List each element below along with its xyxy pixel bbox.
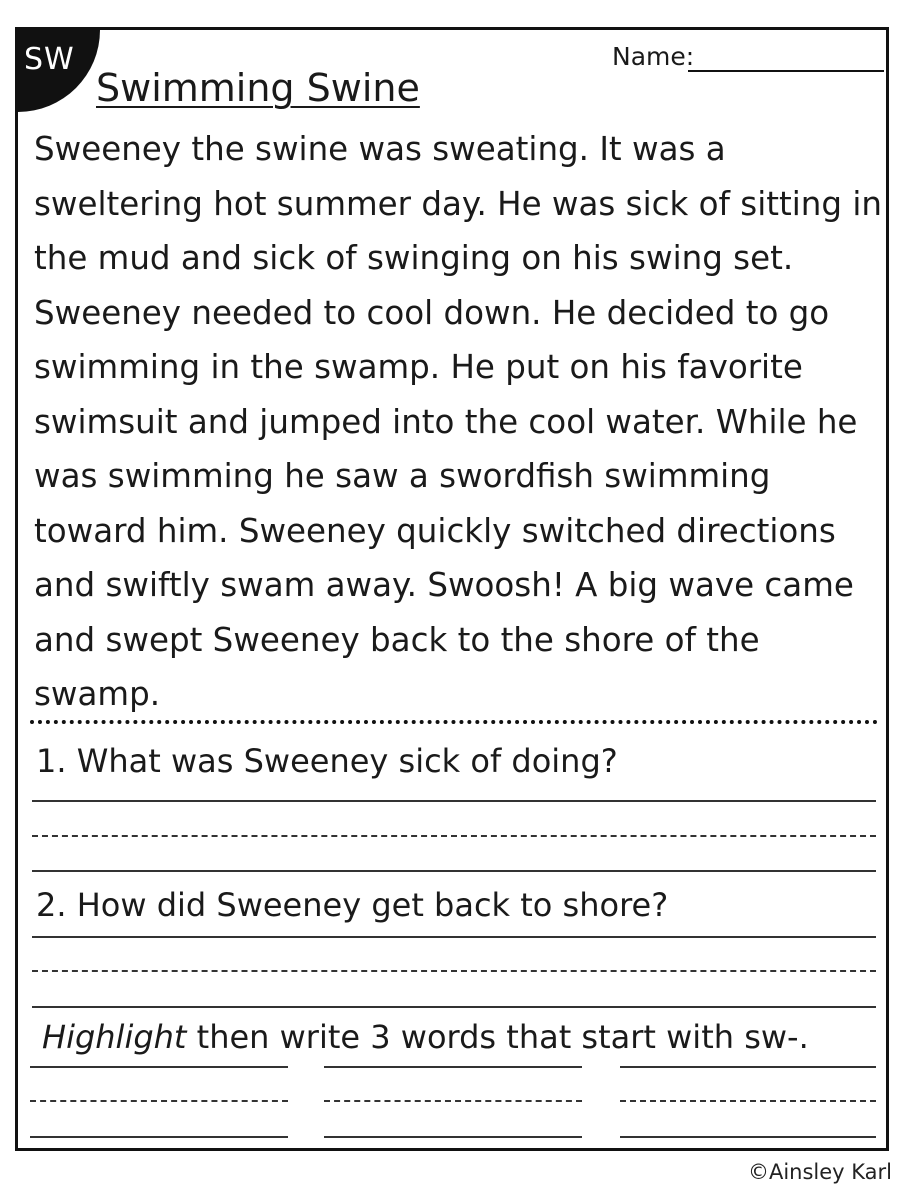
- word-3-top-line[interactable]: [620, 1066, 876, 1068]
- word-1-mid-line[interactable]: [30, 1100, 288, 1102]
- word-3-base-line[interactable]: [620, 1136, 876, 1138]
- worksheet-frame: [15, 27, 889, 1151]
- name-field-line[interactable]: [688, 70, 884, 72]
- corner-badge-label: SW: [24, 42, 75, 77]
- word-2-mid-line[interactable]: [324, 1100, 582, 1102]
- word-3-mid-line[interactable]: [620, 1100, 876, 1102]
- question-2: 2. How did Sweeney get back to shore?: [36, 886, 669, 924]
- name-label: Name:: [612, 42, 695, 71]
- highlight-instruction: [42, 1018, 809, 1056]
- copyright-notice: ©Ainsley Karl: [747, 1160, 892, 1184]
- answer-1-base-line[interactable]: [32, 870, 876, 872]
- answer-2-top-line[interactable]: [32, 936, 876, 938]
- word-1-top-line[interactable]: [30, 1066, 288, 1068]
- answer-2-mid-line[interactable]: [32, 970, 876, 972]
- answer-1-mid-line[interactable]: [32, 835, 876, 837]
- instruction-text: then write 3 words that start with sw-.: [186, 1018, 809, 1056]
- instruction-emphasis: Highlight: [42, 1018, 187, 1056]
- answer-2-base-line[interactable]: [32, 1006, 876, 1008]
- question-1: 1. What was Sweeney sick of doing?: [36, 742, 618, 780]
- word-2-base-line[interactable]: [324, 1136, 582, 1138]
- answer-1-top-line[interactable]: [32, 800, 876, 802]
- word-2-top-line[interactable]: [324, 1066, 582, 1068]
- word-1-base-line[interactable]: [30, 1136, 288, 1138]
- dotted-divider: [30, 720, 878, 724]
- page-title: Swimming Swine: [96, 66, 420, 110]
- corner-badge: [18, 30, 100, 112]
- reading-passage: Sweeney the swine was sweating. It was a sweltering hot summer day. He was sick of sitting in the mud and sick of swinging on his swing set. Sweeney needed to cool down. He decided to go swimming in the swamp. He put on his favorite swimsuit and jumped into the cool water. While he was swimming he saw a swordfish swimming toward him. Sweeney quickly switched directions and swiftly swam away. Swoosh! A big wave came and swept Sweeney back to the shore of the swamp.: [34, 130, 882, 713]
